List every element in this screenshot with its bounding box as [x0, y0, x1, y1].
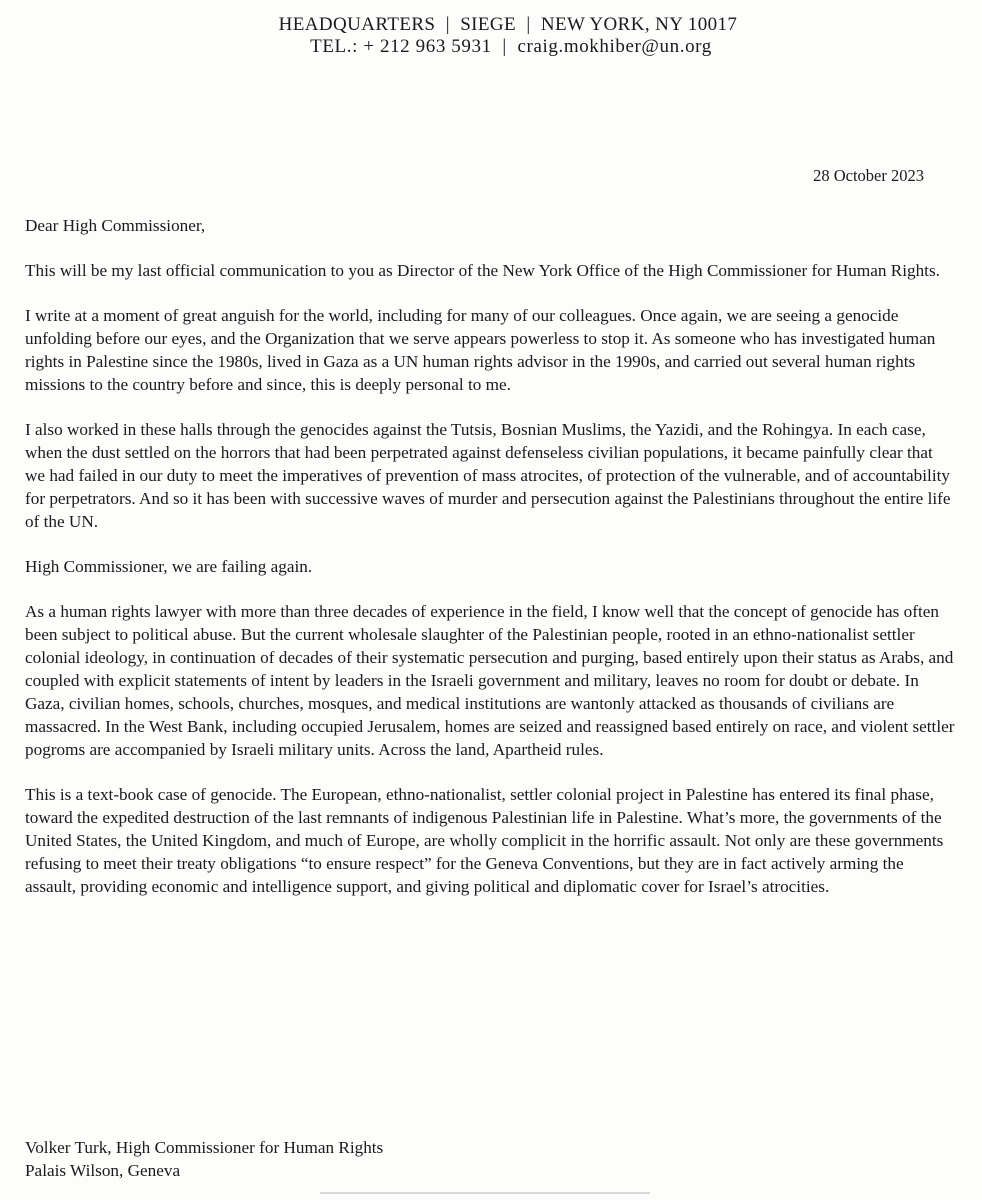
paragraph-4: High Commissioner, we are failing again. [25, 557, 313, 576]
salutation: Dear High Commissioner, [25, 216, 206, 235]
page-edge-divider [320, 1192, 650, 1194]
recipient-block [25, 1136, 383, 1182]
paragraph-1: This will be my last official communication to you as Director of the New York Office of the High Commissioner for Human Rights. [25, 261, 940, 280]
recipient-name: Volker Turk, High Commissioner for Human Rights [25, 1138, 384, 1157]
letter-body [25, 214, 955, 920]
paragraph-6: This is a text-book case of genocide. The European, ethno-nationalist, settler colonial project in Palestine has entered its final phase, toward the expedited destruction of the last remnants of indigenous Palestinian life in Palestine. What’s more, the governments of the United States, the United Kingdom, and much of Europe, are wholly complicit in the horrific assault. Not only are these governments refusing to meet their treaty obligations “to ensure respect” for the Geneva Conventions, but they are in fact actively arming the assault, providing economic and intelligence support, and giving political and diplomatic cover for Israel’s atrocities. [25, 785, 944, 896]
paragraph-5: As a human rights lawyer with more than three decades of experience in the field, I know well that the concept of genocide has often been subject to political abuse. But the current wholesale slaughter of the Palestinian people, rooted in an ethno-nationalist settler colonial ideology, in continuation of decades of their systematic persecution and purging, based entirely upon their status as Arabs, and coupled with explicit statements of intent by leaders in the Israeli government and military, leaves no room for doubt or debate. In Gaza, civilian homes, schools, churches, mosques, and medical institutions are wantonly attacked as thousands of civilians are massacred. In the West Bank, including occupied Jerusalem, homes are seized and reassigned based entirely on race, and violent settler pogroms are accompanied by Israeli military units. Across the land, Apartheid rules. [25, 602, 955, 759]
paragraph-3: I also worked in these halls through the genocides against the Tutsis, Bosnian Muslims, the Yazidi, and the Rohingya. In each case, when the dust settled on the horrors that had been perpetrated against defenseless civilian populations, it became painfully clear that we had failed in our duty to meet the imperatives of prevention of mass atrocites, of protection of the vulnerable, and of accountability for perpetrators. And so it has been with successive waves of murder and persecution against the Palestinians throughout the entire life of the UN. [25, 420, 951, 531]
recipient-address: Palais Wilson, Geneva [25, 1161, 181, 1180]
letterhead [0, 14, 982, 58]
letterhead-contact: TEL.: + 212 963 5931 | craig.mokhiber@un.org [310, 36, 712, 57]
letterhead-address: HEADQUARTERS | SIEGE | NEW YORK, NY 10017 [278, 14, 738, 35]
paragraph-2: I write at a moment of great anguish for the world, including for many of our colleagues. Once again, we are seeing a genocide unfolding before our eyes, and the Organization that we serve appears powerless to stop it. As someone who has investigated human rights in Palestine since the 1980s, lived in Gaza as a UN human rights advisor in the 1990s, and carried out several human rights missions to the country before and since, this is deeply personal to me. [25, 306, 936, 394]
letter-date: 28 October 2023 [813, 166, 924, 185]
